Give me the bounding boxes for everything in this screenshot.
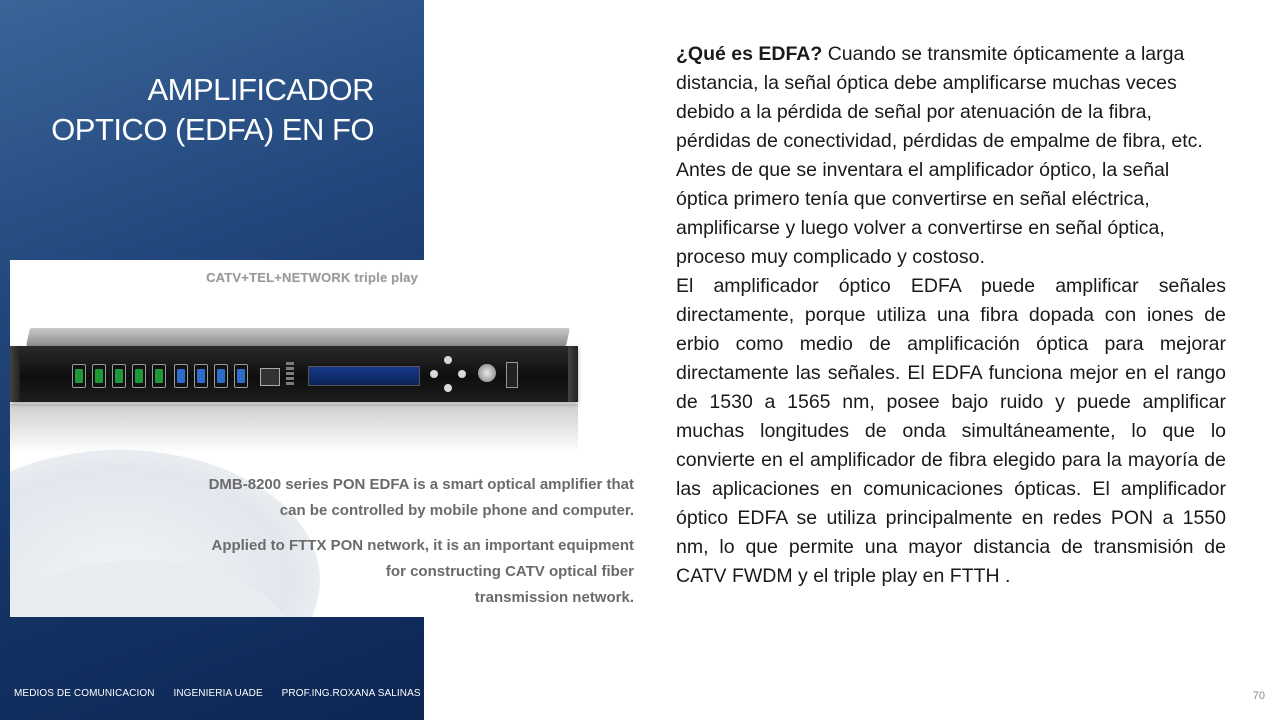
optical-port-blue [194,364,208,388]
lcd-display [308,366,420,386]
optical-port-green [132,364,146,388]
rack-ear-left [10,346,20,402]
device-top-face [26,328,570,346]
slide-title-line-2: OPTICO (EDFA) EN FO [51,112,374,147]
optical-port-green [72,364,86,388]
paragraph-what-is-edfa [676,40,1226,272]
optical-port-green [152,364,166,388]
paragraph-edfa-details: El amplificador óptico EDFA puede amplificar señales directamente, porque utiliza una fibra dopada con iones de erbio como medio de amplificación óptica para mejorar directamente las señales. El EDFA funciona mejor en el rango de 1530 a 1565 nm, posee bajo ruido y puede amplificar muchas longitudes de onda simultáneamente, lo que lo convierte en el amplificador de fibra elegido para la mayoría de las aplicaciones en comunicaciones ópticas. El amplificador óptico EDFA se utiliza principalmente en redes PON a 1550 nm, lo que permite una mayor distancia de transmisión de CATV FWDM y el triple play en FTTH . [676,275,1226,587]
rack-ear-right [568,346,578,402]
optical-port-green [112,364,126,388]
image-description-1-line-2: can be controlled by mobile phone and computer. [279,502,634,519]
lead-question: ¿Qué es EDFA? [676,43,823,65]
device-reflection [10,404,578,454]
status-leds [286,360,300,392]
footer-professor: PROF.ING.ROXANA SALINAS [281,688,421,699]
ethernet-port-icon [260,368,280,386]
image-description-2-line-2: for constructing CATV optical fiber [385,563,634,580]
slide-title-line-1: AMPLIFICADOR [147,72,374,107]
edfa-rack-device [10,346,578,402]
navigation-buttons-icon [430,356,466,392]
page-number: 70 [1252,690,1265,702]
edfa-product-image [10,260,640,617]
optical-port-blue [174,364,188,388]
power-knob-icon [478,364,496,382]
optical-port-blue [214,364,228,388]
image-description-2-line-3: transmission network. [474,589,634,606]
optical-port-blue [234,364,248,388]
image-description-2 [114,533,634,611]
power-switch-icon [506,362,518,388]
image-description-1-line-1: DMB-8200 series PON EDFA is a smart optical amplifier that [208,476,634,493]
image-description-2-line-1: Applied to FTTX PON network, it is an important equipment [211,537,634,554]
image-description-1 [114,472,634,524]
footer-course: MEDIOS DE COMUNICACION [14,688,155,699]
paragraph-1-text: Cuando se transmite ópticamente a larga distancia, la señal óptica debe amplificarse muchas veces debido a la pérdida de señal por atenuación de la fibra, pérdidas de conectividad, pérdidas de empalme de fibra, etc. Antes de que se inventara el amplificador óptico, la señal óptica primero tenía que convertirse en señal eléctrica, amplificarse y luego volver a convertirse en señal óptica, proceso muy complicado y costoso. [676,43,1203,268]
slide-body-text [676,40,1226,591]
optical-port-green [92,364,106,388]
slide-title [0,70,374,150]
slide-footer [14,688,437,699]
image-caption-triple-play: CATV+TEL+NETWORK triple play [206,270,418,285]
footer-institution: INGENIERIA UADE [173,688,263,699]
